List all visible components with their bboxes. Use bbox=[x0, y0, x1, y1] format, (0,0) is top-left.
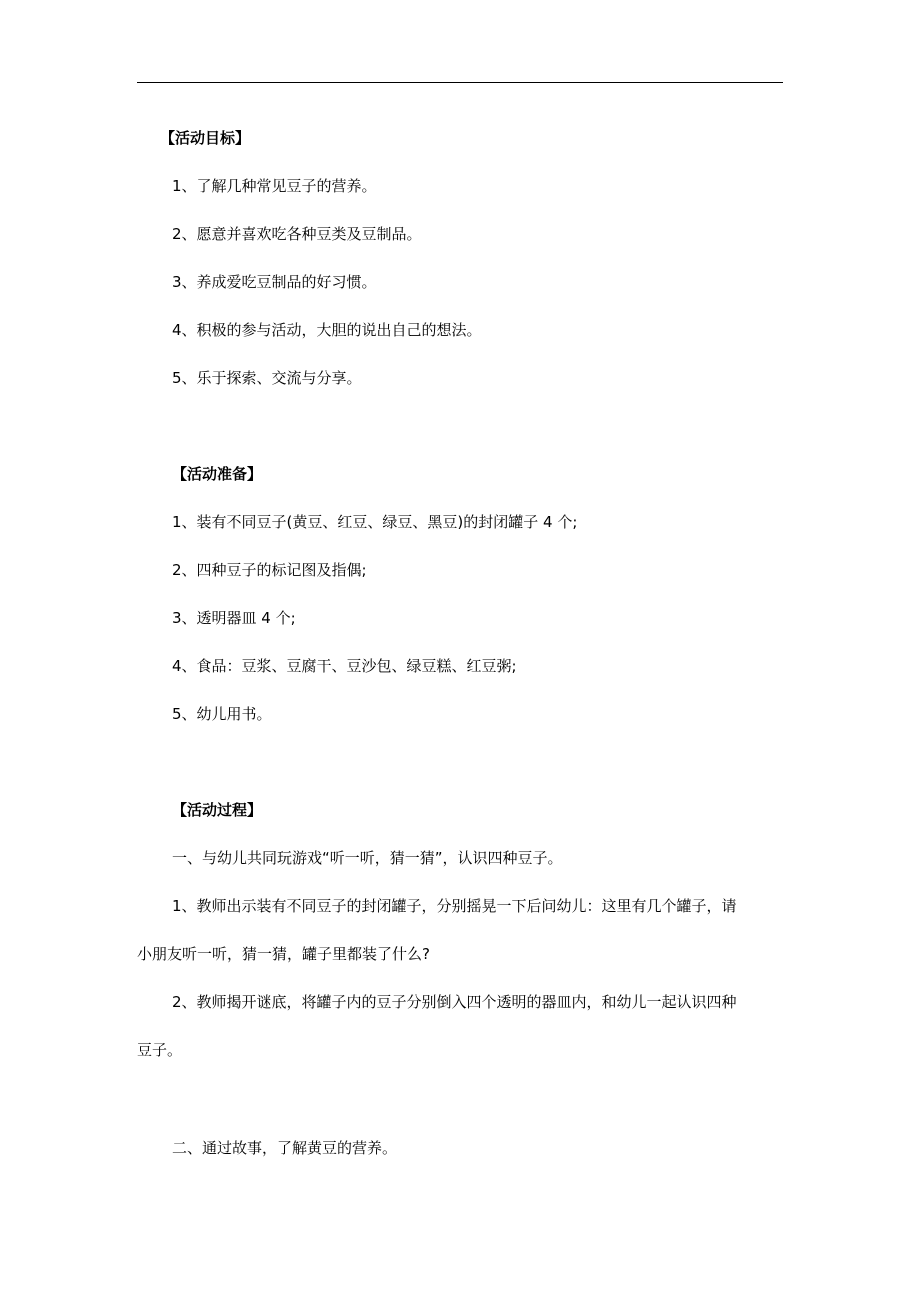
process-step-1-2: 2、教师揭开谜底，将罐子内的豆子分别倒入四个透明的器皿内，和幼儿一起认识四种 bbox=[172, 993, 737, 1011]
section-heading-process: 【活动过程】 bbox=[172, 801, 263, 819]
prep-item-4: 4、食品：豆浆、豆腐干、豆沙包、绿豆糕、红豆粥; bbox=[172, 657, 517, 675]
process-step-1-1-cont: 小朋友听一听，猜一猜，罐子里都装了什么? bbox=[137, 945, 430, 963]
goal-item-1: 1、了解几种常见豆子的营养。 bbox=[172, 177, 377, 195]
goal-item-3: 3、养成爱吃豆制品的好习惯。 bbox=[172, 273, 377, 291]
prep-item-3: 3、透明器皿 4 个; bbox=[172, 609, 296, 627]
section-heading-goals: 【活动目标】 bbox=[160, 129, 251, 147]
goal-item-2: 2、愿意并喜欢吃各种豆类及豆制品。 bbox=[172, 225, 422, 243]
prep-item-2: 2、四种豆子的标记图及指偶; bbox=[172, 561, 367, 579]
process-step-1-1: 1、教师出示装有不同豆子的封闭罐子，分别摇晃一下后问幼儿：这里有几个罐子，请 bbox=[172, 897, 737, 915]
prep-item-1: 1、装有不同豆子(黄豆、红豆、绿豆、黑豆)的封闭罐子 4 个; bbox=[172, 513, 578, 531]
section-heading-preparation: 【活动准备】 bbox=[172, 465, 263, 483]
goal-item-4: 4、积极的参与活动，大胆的说出自己的想法。 bbox=[172, 321, 482, 339]
header-rule bbox=[137, 82, 783, 83]
goal-item-5: 5、乐于探索、交流与分享。 bbox=[172, 369, 362, 387]
process-step-2: 二、通过故事，了解黄豆的营养。 bbox=[172, 1139, 398, 1157]
process-step-1-2-cont: 豆子。 bbox=[137, 1041, 183, 1059]
prep-item-5: 5、幼儿用书。 bbox=[172, 705, 272, 723]
process-step-1: 一、与幼儿共同玩游戏“听一听，猜一猜”，认识四种豆子。 bbox=[172, 849, 563, 867]
